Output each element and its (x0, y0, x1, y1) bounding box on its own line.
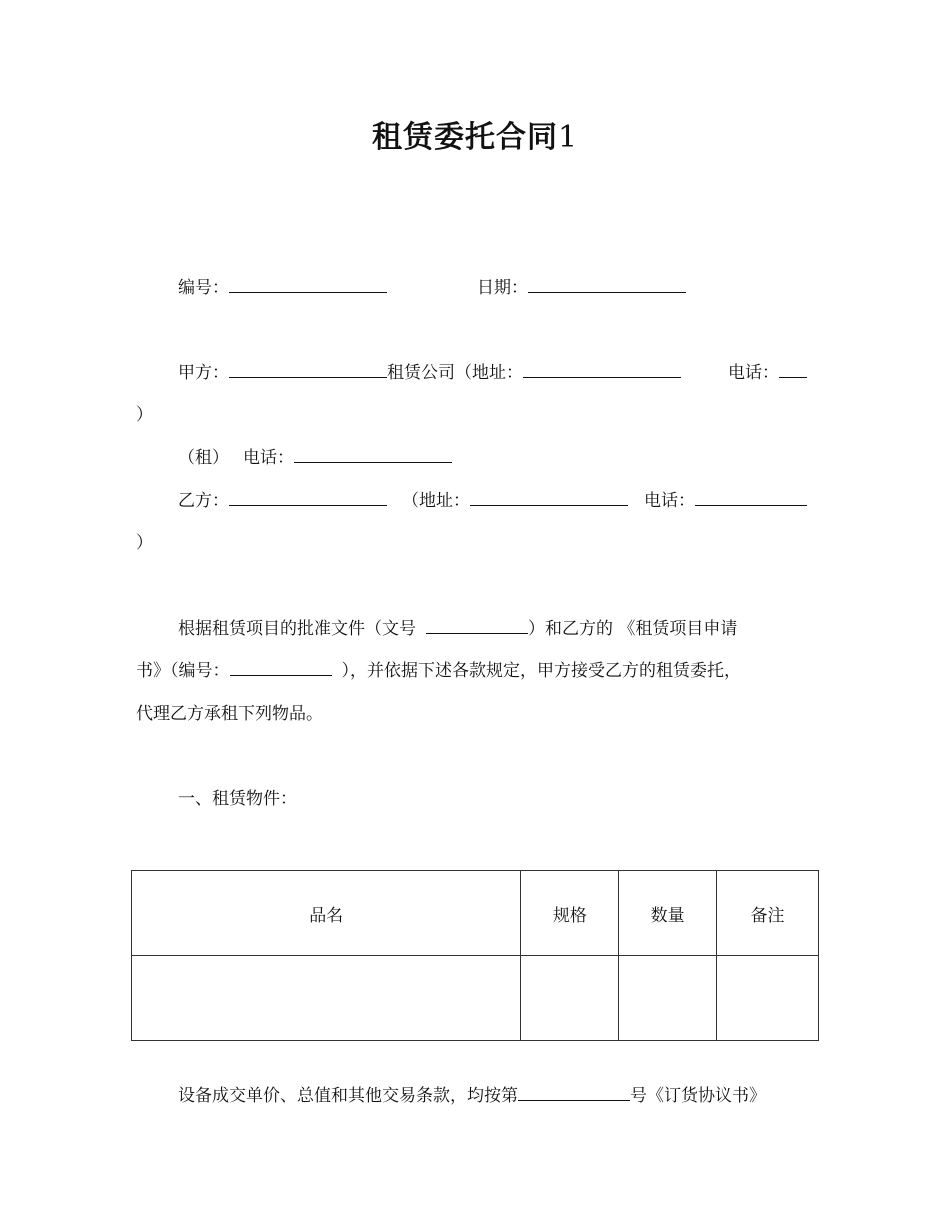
approval-doc-number-blank[interactable] (426, 618, 528, 634)
application-number-blank[interactable] (230, 660, 332, 676)
table-cell[interactable] (717, 956, 819, 1041)
intro-line-2 (136, 659, 741, 683)
closing-text-a: 设备成交单价、总值和其他交易条款，均按第 (178, 1086, 518, 1106)
party-a-address-blank[interactable] (523, 362, 681, 378)
table-cell[interactable] (619, 956, 717, 1041)
title-suffix: 1 (557, 120, 579, 155)
party-b-phone-row (644, 489, 807, 513)
party-b-row (178, 489, 387, 513)
intro-p1-a: 根据租赁项目的批准文件（文号 (178, 619, 416, 639)
party-b-label: 乙方： (178, 491, 229, 511)
party-b-close-paren: ） (136, 533, 153, 553)
document-title (0, 112, 950, 156)
party-a-row (178, 361, 681, 385)
table-cell[interactable] (521, 956, 619, 1041)
date-field-row (477, 276, 686, 300)
party-b-name-blank[interactable] (229, 490, 387, 506)
date-blank[interactable] (528, 277, 686, 293)
party-a-phone-blank[interactable] (779, 362, 807, 378)
tenant-label: （租） (178, 448, 229, 468)
section-1-heading: 一、租赁物件： (178, 789, 297, 809)
party-b-phone-blank[interactable] (695, 490, 807, 506)
number-blank[interactable] (229, 277, 387, 293)
intro-p1-b: ）和乙方的 《租赁项目申请 (528, 619, 738, 639)
intro-line-1 (178, 617, 737, 641)
agreement-number-blank[interactable] (518, 1085, 630, 1101)
party-b-phone-label: 电话： (644, 491, 695, 511)
tenant-row (178, 446, 452, 470)
number-label: 编号： (178, 278, 229, 298)
table-header-cell: 数量 (619, 871, 717, 956)
party-a-close-paren: ） (136, 405, 153, 425)
party-b-address-blank[interactable] (470, 490, 628, 506)
party-b-address-label: （地址： (402, 491, 470, 511)
party-a-name-blank[interactable] (229, 362, 387, 378)
tenant-phone-label: 电话： (243, 448, 294, 468)
title-text: 租赁委托合同 (371, 120, 558, 155)
closing-line (178, 1084, 766, 1108)
lease-items-table (131, 870, 819, 1041)
date-label: 日期： (477, 278, 528, 298)
party-a-phone-label: 电话： (728, 363, 779, 383)
party-b-address-row (402, 489, 628, 513)
number-field-row (178, 276, 387, 300)
intro-line-3: 代理乙方承租下列物品。 (136, 704, 323, 724)
party-a-label: 甲方： (178, 363, 229, 383)
table-cell[interactable] (132, 956, 521, 1041)
table-header-cell: 备注 (717, 871, 819, 956)
intro-p2-a: 书》（编号： (136, 661, 230, 681)
party-a-phone-row (728, 361, 807, 385)
closing-text-b: 号《订货协议书》 (630, 1086, 766, 1106)
table-header-cell: 品名 (132, 871, 521, 956)
table-header-cell: 规格 (521, 871, 619, 956)
table-header-row (132, 871, 819, 956)
tenant-phone-blank[interactable] (294, 447, 452, 463)
intro-p2-b: ），并依据下述各款规定，甲方接受乙方的租赁委托， (341, 661, 741, 681)
table-row (132, 956, 819, 1041)
party-a-company-text: 租赁公司（地址： (387, 363, 523, 383)
